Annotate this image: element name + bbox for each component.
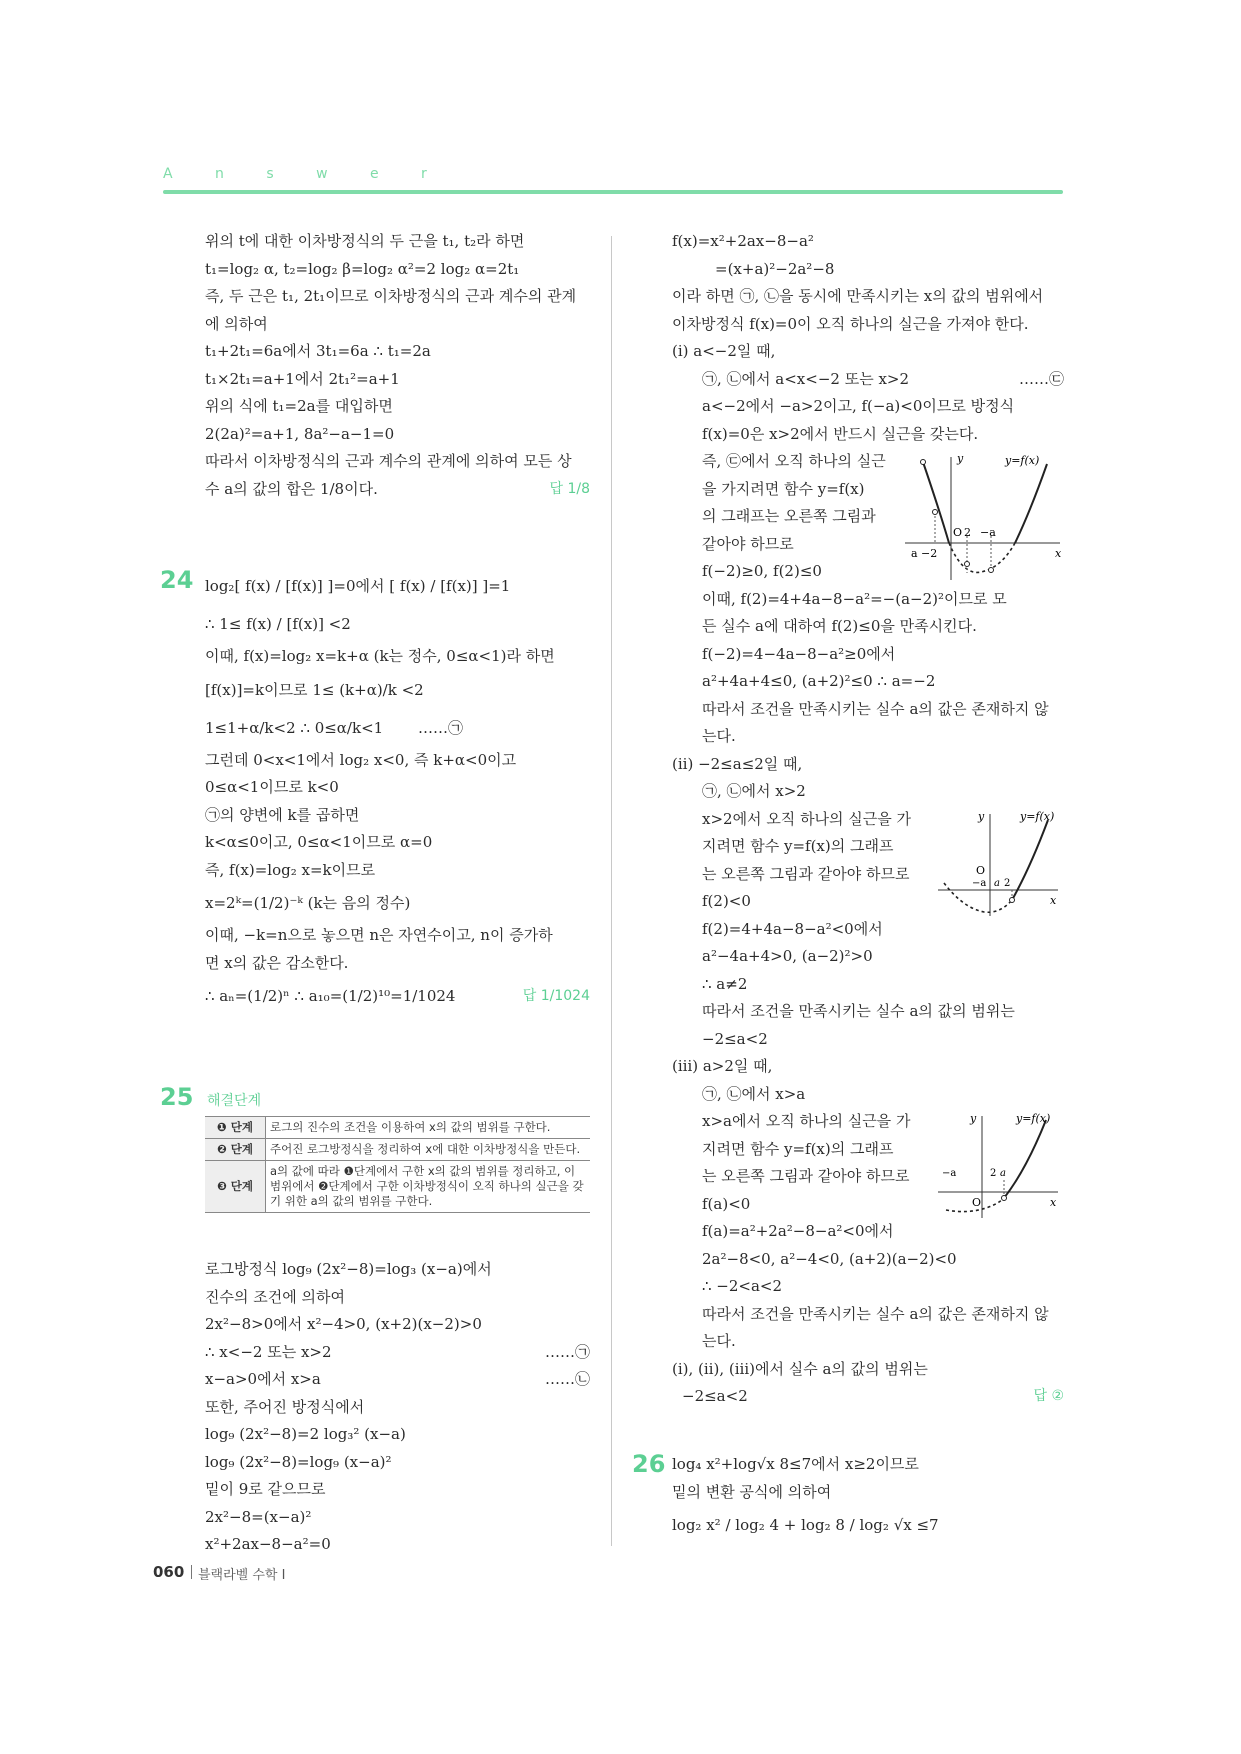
answer-badge: 답 1/8 <box>549 480 590 497</box>
text-line: f(a)=a²+2a²−8−a²<0에서 <box>702 1222 894 1240</box>
step-label: ❸ 단계 <box>205 1161 266 1213</box>
function-label: y=f(x) <box>1016 1112 1051 1125</box>
problem-number-26: 26 <box>632 1450 666 1478</box>
text-line-content: x−a>0에서 x>a <box>205 1370 321 1388</box>
curve-solid <box>1004 1120 1046 1198</box>
tick-label: a <box>1000 1168 1006 1179</box>
text-line: 또한, 주어진 방정식에서 <box>205 1397 365 1416</box>
text-line: 2a²−8<0, a²−4<0, (a+2)(a−2)<0 <box>702 1249 957 1268</box>
book-title: 블랙라벨 수학 I <box>198 1568 286 1583</box>
text-line: x>2에서 오직 하나의 실근을 가 <box>702 809 912 828</box>
text-line: 이때, f(x)=log₂ x=k+α (k는 정수, 0≤α<1)라 하면 <box>205 647 555 665</box>
text-line <box>205 1339 590 1367</box>
answer-badge: 답 ② <box>1033 1388 1064 1404</box>
text-line: 진수의 조건에 의하여 <box>205 1287 345 1306</box>
step-text: a의 값에 따라 ❶단계에서 구한 x의 값의 범위를 정리하고, 이 범위에서 ❷단계에서 구한 이차방정식이 오직 하나의 실근을 갖기 위한 a의 값의 범위를 구한다. <box>266 1161 591 1213</box>
text-line: f(−2)=4−4a−8−a²≥0에서 <box>702 644 896 663</box>
curve-solid-right <box>1015 464 1047 543</box>
text-line: 밑이 9로 같으므로 <box>205 1480 326 1498</box>
text-line: ㉠, ㉡에서 x>2 <box>702 782 806 800</box>
text-line <box>205 476 590 504</box>
case-heading: (ⅲ) a>2일 때, <box>672 1057 773 1075</box>
curve-solid <box>1012 820 1048 900</box>
case-heading: (ⅱ) −2≤a≤2일 때, <box>672 754 803 773</box>
text-line: 2(2a)²=a+1, 8a²−a−1=0 <box>205 424 395 443</box>
problem-26-body <box>672 1451 1064 1544</box>
open-endpoint <box>1002 1196 1007 1201</box>
step-text: 주어진 로그방정식을 정리하여 x에 대한 이차방정식을 만든다. <box>266 1139 591 1161</box>
origin-label: O <box>972 1196 982 1209</box>
curve-dashed <box>949 543 1015 572</box>
text-line: 지려면 함수 y=f(x)의 그래프 <box>702 837 894 855</box>
page-number: 060 <box>153 1563 185 1581</box>
origin-label: O <box>953 526 963 539</box>
header-rule <box>163 190 1063 194</box>
text-line-content: ∴ x<−2 또는 x>2 <box>205 1342 332 1361</box>
tick-label: 2 <box>964 526 971 539</box>
text-line: log₂ x² / log₂ 4 + log₂ 8 / log₂ √x ≤7 <box>672 1516 939 1534</box>
text-line: 그런데 0<x<1에서 log₂ x<0, 즉 k+α<0이고 <box>205 750 517 769</box>
text-line: 로그방정식 log₉ (2x²−8)=log₃ (x−a)에서 <box>205 1260 492 1278</box>
origin-label: O <box>976 864 986 877</box>
text-line: x²+2ax−8−a²=0 <box>205 1535 331 1553</box>
text-line-content: ㉠, ㉡에서 a<x<−2 또는 x>2 <box>702 369 910 388</box>
solution-steps-heading: 해결단계 <box>207 1093 262 1109</box>
x-axis-label: x <box>1050 894 1057 907</box>
case-heading: (ⅰ) a<−2일 때, <box>672 342 776 360</box>
graph-case-2 <box>938 808 1064 918</box>
equation-tag: ……㉠ <box>417 718 463 737</box>
text-line-content: −2≤a<2 <box>682 1387 748 1405</box>
x-axis-label: x <box>1055 547 1062 560</box>
text-line <box>672 1383 1064 1411</box>
open-endpoint <box>1010 898 1015 903</box>
text-line: f(−2)≥0, f(2)≤0 <box>702 562 822 580</box>
solution-steps-table <box>205 1116 590 1213</box>
text-line: t₁=log₂ α, t₂=log₂ β=log₂ α²=2 log₂ α=2t₁ <box>205 259 520 278</box>
text-line: 즉, ㉢에서 오직 하나의 실근 <box>702 452 886 470</box>
text-line <box>672 366 1064 394</box>
problem-24-body <box>205 567 590 1015</box>
text-line: 면 x의 값은 감소한다. <box>205 953 349 972</box>
text-line: 따라서 조건을 만족시키는 실수 a의 값은 존재하지 않 <box>702 1304 1049 1323</box>
text-line: k<α≤0이고, 0≤α<1이므로 α=0 <box>205 833 433 851</box>
tick-label: a −2 <box>911 547 938 560</box>
text-line: 위의 식에 t₁=2a를 대입하면 <box>205 397 393 415</box>
text-line: f(x)=0은 x>2에서 반드시 실근을 갖는다. <box>702 424 979 443</box>
open-endpoint <box>921 460 926 465</box>
column-divider <box>611 236 612 1546</box>
text-line: ㉠, ㉡에서 x>a <box>702 1084 806 1103</box>
text-line: f(x)=x²+2ax−8−a² <box>672 232 814 250</box>
graph-case-3 <box>938 1110 1064 1220</box>
step-label: ❶ 단계 <box>205 1117 266 1139</box>
text-line: 는다. <box>702 727 736 745</box>
text-line: t₁×2t₁=a+1에서 2t₁²=a+1 <box>205 369 400 388</box>
curve-solid-left <box>923 462 949 543</box>
step-row <box>205 1139 590 1161</box>
text-line: a²−4a+4>0, (a−2)²>0 <box>702 947 873 965</box>
answer-badge: 답 1/1024 <box>522 988 590 1004</box>
text-line: 는 오른쪽 그림과 같아야 하므로 <box>702 1167 910 1185</box>
text-line: 즉, f(x)=log₂ x=k이므로 <box>205 860 376 879</box>
text-line <box>205 977 590 1015</box>
text-line: 든 실수 a에 대하여 f(2)≤0을 만족시킨다. <box>702 617 977 635</box>
text-line: 지려면 함수 y=f(x)의 그래프 <box>702 1139 894 1158</box>
y-axis-label: y <box>978 810 985 823</box>
problem-number-24: 24 <box>160 566 194 594</box>
text-line: 위의 t에 대한 이차방정식의 두 근을 t₁, t₂라 하면 <box>205 232 525 250</box>
text-line: t₁+2t₁=6a에서 3t₁=6a ∴ t₁=2a <box>205 342 431 360</box>
text-line: a<−2에서 −a>2이고, f(−a)<0이므로 방정식 <box>702 397 1015 415</box>
equation-tag: ……㉡ <box>544 1370 590 1388</box>
text-line: ∴ −2<a<2 <box>702 1277 783 1295</box>
function-label: y=f(x) <box>1020 810 1055 823</box>
text-line: 에 의하여 <box>205 314 268 333</box>
tick-label: −a <box>942 1168 957 1179</box>
text-line: x>a에서 오직 하나의 실근을 가 <box>702 1112 911 1130</box>
text-line: 따라서 조건을 만족시키는 실수 a의 값은 존재하지 않 <box>702 699 1049 718</box>
text-line: 이때, f(2)=4+4a−8−a²=−(a−2)²이므로 모 <box>702 589 1007 608</box>
text-line: [f(x)]=k이므로 1≤ (k+α)/k <2 <box>205 680 424 699</box>
tick-label: 2 <box>1004 878 1011 889</box>
text-line: (ⅰ), (ⅱ), (ⅲ)에서 실수 a의 값의 범위는 <box>672 1359 928 1378</box>
text-line <box>205 709 590 747</box>
text-line: 2x²−8=(x−a)² <box>205 1507 312 1526</box>
step-row <box>205 1161 590 1213</box>
problem-number-25: 25 <box>160 1083 194 1111</box>
text-line: 즉, 두 근은 t₁, 2t₁이므로 이차방정식의 근과 계수의 관계 <box>205 287 577 305</box>
text-line: f(2)=4+4a−8−a²<0에서 <box>702 919 883 938</box>
text-line-content: ∴ aₙ=(1/2)ⁿ ∴ a₁₀=(1/2)¹⁰=1/1024 <box>205 987 456 1005</box>
text-line-content: 1≤1+α/k<2 ∴ 0≤α/k<1 <box>205 718 384 737</box>
graph-case-1 <box>905 452 1065 582</box>
text-line-content: 수 a의 값의 합은 1/8이다. <box>205 479 378 498</box>
text-line: log₂[ f(x) / [f(x)] ]=0에서 [ f(x) / [f(x)] ]=1 <box>205 577 511 595</box>
text-line: 2x²−8>0에서 x²−4>0, (x+2)(x−2)>0 <box>205 1315 482 1333</box>
text-line: log₉ (2x²−8)=2 log₃² (x−a) <box>205 1425 406 1443</box>
step-text: 로그의 진수의 조건을 이용하여 x의 값의 범위를 구한다. <box>266 1117 591 1139</box>
text-line: f(a)<0 <box>702 1194 751 1213</box>
text-line: −2≤a<2 <box>702 1029 768 1048</box>
open-endpoint <box>965 562 970 567</box>
text-line: 의 그래프는 오른쪽 그림과 <box>702 507 876 525</box>
tick-label: 2 <box>990 1168 997 1179</box>
text-line <box>205 1366 590 1394</box>
equation-tag: ……㉠ <box>544 1342 590 1361</box>
text-line: log₉ (2x²−8)=log₉ (x−a)² <box>205 1452 392 1471</box>
text-line: 이차방정식 f(x)=0이 오직 하나의 실근을 가져야 한다. <box>672 314 1029 333</box>
text-line: ∴ 1≤ f(x) / [f(x)] <2 <box>205 615 351 633</box>
text-line: 는다. <box>702 1332 736 1350</box>
problem-25-body <box>205 1256 590 1559</box>
y-axis-label: y <box>957 452 964 465</box>
text-line: ㉠의 양변에 k를 곱하면 <box>205 805 360 824</box>
header-answer-label: A n s w e r <box>163 166 446 182</box>
footer-separator <box>191 1565 192 1579</box>
text-line: ∴ a≠2 <box>702 974 748 993</box>
left-column-intro <box>205 228 590 503</box>
text-line: 따라서 조건을 만족시키는 실수 a의 값의 범위는 <box>702 1002 1015 1020</box>
text-line: x=2ᵏ=(1/2)⁻ᵏ (k는 음의 정수) <box>205 894 411 912</box>
text-line: 밑의 변환 공식에 의하여 <box>672 1482 832 1501</box>
open-endpoint <box>989 568 994 573</box>
text-line: 0≤α<1이므로 k<0 <box>205 778 339 796</box>
step-row <box>205 1117 590 1139</box>
text-line: 따라서 이차방정식의 근과 계수의 관계에 의하여 모든 상 <box>205 452 572 470</box>
tick-label: −a <box>972 878 987 889</box>
x-axis-label: x <box>1050 1196 1057 1209</box>
text-line: log₄ x²+log√x 8≤7에서 x≥2이므로 <box>672 1455 919 1473</box>
y-axis-label: y <box>970 1112 977 1125</box>
tick-label: −a <box>980 526 996 539</box>
step-label: ❷ 단계 <box>205 1139 266 1161</box>
text-line: 이때, −k=n으로 놓으면 n은 자연수이고, n이 증가하 <box>205 926 553 944</box>
text-line: 는 오른쪽 그림과 같아야 하므로 <box>702 864 910 883</box>
text-line: 이라 하면 ㉠, ㉡을 동시에 만족시키는 x의 값의 범위에서 <box>672 287 1044 305</box>
equation-tag: ……㉢ <box>1018 369 1064 388</box>
text-line: =(x+a)²−2a²−8 <box>715 259 835 278</box>
open-endpoint <box>933 510 938 515</box>
text-line: f(2)<0 <box>702 892 751 910</box>
text-line: 을 가지려면 함수 y=f(x) <box>702 479 865 498</box>
function-label: y=f(x) <box>1005 454 1040 467</box>
text-line: a²+4a+4≤0, (a+2)²≤0 ∴ a=−2 <box>702 672 936 690</box>
tick-label: a <box>994 878 1000 889</box>
text-line: 같아야 하므로 <box>702 534 794 553</box>
